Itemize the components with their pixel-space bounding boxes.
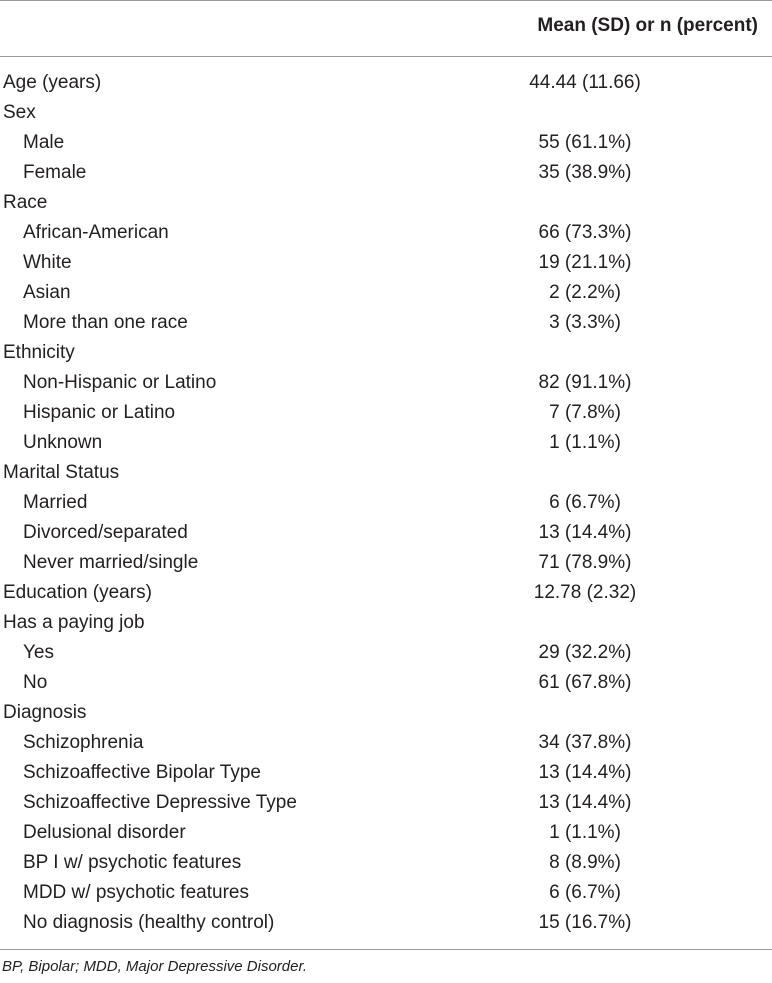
bottom-rule xyxy=(0,949,772,950)
row-label: Unknown xyxy=(23,432,103,453)
table-row-category xyxy=(0,578,772,608)
row-label: Has a paying job xyxy=(3,612,145,633)
table-row-subitem xyxy=(0,878,772,908)
table-row-category xyxy=(0,68,772,98)
row-label: No xyxy=(23,672,48,693)
table-row-category xyxy=(0,698,772,728)
table-row-subitem xyxy=(0,278,772,308)
row-value: 15 (16.7%) xyxy=(538,912,632,933)
table-header xyxy=(0,1,772,56)
row-value: 13 (14.4%) xyxy=(538,522,632,543)
row-value: 1 (1.1%) xyxy=(549,432,621,453)
row-label: African-American xyxy=(23,222,169,243)
row-label: Ethnicity xyxy=(3,342,75,363)
row-value: 6 (6.7%) xyxy=(549,882,621,903)
row-label: Married xyxy=(23,492,88,513)
table-row-subitem xyxy=(0,218,772,248)
row-label: White xyxy=(23,252,72,273)
row-value: 34 (37.8%) xyxy=(538,732,632,753)
row-value: 44.44 (11.66) xyxy=(529,72,641,93)
row-label: Sex xyxy=(3,102,36,123)
table-row-subitem xyxy=(0,548,772,578)
table-row-category xyxy=(0,458,772,488)
table-row-subitem xyxy=(0,668,772,698)
table-row-category xyxy=(0,188,772,218)
table-body xyxy=(0,68,772,938)
table-row-subitem xyxy=(0,308,772,338)
table-row-subitem xyxy=(0,518,772,548)
table-row-subitem xyxy=(0,128,772,158)
row-value: 13 (14.4%) xyxy=(538,792,632,813)
row-label: Race xyxy=(3,192,48,213)
row-value: 8 (8.9%) xyxy=(549,852,621,873)
row-label: Divorced/separated xyxy=(23,522,188,543)
row-label: No diagnosis (healthy control) xyxy=(23,912,275,933)
row-label: Education (years) xyxy=(3,582,152,603)
row-label: Diagnosis xyxy=(3,702,87,723)
row-value: 55 (61.1%) xyxy=(538,132,632,153)
table-row-subitem xyxy=(0,428,772,458)
row-label: Schizophrenia xyxy=(23,732,144,753)
row-value: 66 (73.3%) xyxy=(538,222,632,243)
header-rule xyxy=(0,56,772,57)
table-row-subitem xyxy=(0,488,772,518)
row-value: 13 (14.4%) xyxy=(538,762,632,783)
row-label: Male xyxy=(23,132,65,153)
row-label: MDD w/ psychotic features xyxy=(23,882,249,903)
table-row-subitem xyxy=(0,758,772,788)
table-row-subitem xyxy=(0,788,772,818)
row-label: Schizoaffective Bipolar Type xyxy=(23,762,261,783)
table-row-subitem xyxy=(0,248,772,278)
row-label: BP I w/ psychotic features xyxy=(23,852,242,873)
row-value: 1 (1.1%) xyxy=(549,822,621,843)
table-row-subitem xyxy=(0,908,772,938)
table-row-subitem xyxy=(0,158,772,188)
row-value: 29 (32.2%) xyxy=(538,642,632,663)
row-label: More than one race xyxy=(23,312,188,333)
table-row-category xyxy=(0,98,772,128)
row-label: Asian xyxy=(23,282,71,303)
row-value: 3 (3.3%) xyxy=(549,312,621,333)
row-label: Never married/single xyxy=(23,552,199,573)
table-row-subitem xyxy=(0,848,772,878)
row-value: 12.78 (2.32) xyxy=(533,582,637,603)
row-value: 61 (67.8%) xyxy=(538,672,632,693)
row-value: 35 (38.9%) xyxy=(538,162,632,183)
row-label: Delusional disorder xyxy=(23,822,186,843)
row-value: 7 (7.8%) xyxy=(549,402,621,423)
row-label: Female xyxy=(23,162,87,183)
row-value: 2 (2.2%) xyxy=(549,282,621,303)
table-footnote: BP, Bipolar; MDD, Major Depressive Disorder. xyxy=(2,958,308,975)
table-row-subitem xyxy=(0,398,772,428)
table-row-category xyxy=(0,608,772,638)
table-row-subitem xyxy=(0,638,772,668)
row-label: Marital Status xyxy=(3,462,120,483)
row-label: Age (years) xyxy=(3,72,102,93)
row-value: 19 (21.1%) xyxy=(538,252,632,273)
row-label: Yes xyxy=(23,642,54,663)
table-row-subitem xyxy=(0,728,772,758)
table-row-subitem xyxy=(0,818,772,848)
row-value: 71 (78.9%) xyxy=(538,552,632,573)
table-row-subitem xyxy=(0,368,772,398)
row-value: 82 (91.1%) xyxy=(538,372,632,393)
row-value: 6 (6.7%) xyxy=(549,492,621,513)
row-label: Hispanic or Latino xyxy=(23,402,176,423)
column-header-mean-sd: Mean (SD) or n (percent) xyxy=(537,15,758,36)
row-label: Non-Hispanic or Latino xyxy=(23,372,217,393)
table-row-category xyxy=(0,338,772,368)
row-label: Schizoaffective Depressive Type xyxy=(23,792,297,813)
